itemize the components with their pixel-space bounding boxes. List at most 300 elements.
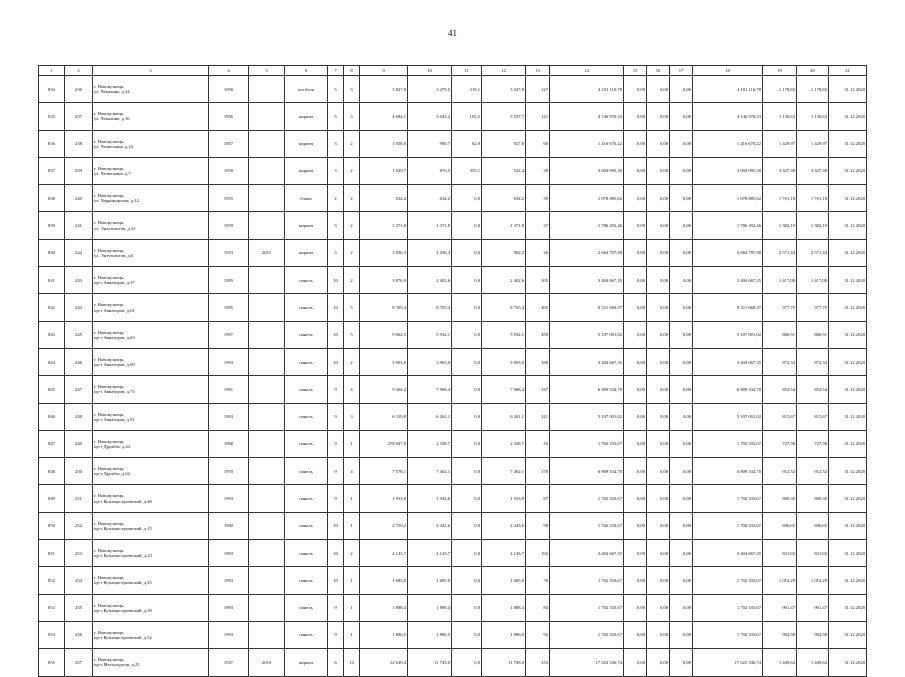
cell-a10: 5 932,1 xyxy=(408,321,452,348)
cell-a9: 1 933,8 xyxy=(360,485,408,512)
cell-res: 121 xyxy=(526,103,550,130)
cell-a10: 8 705,4 xyxy=(408,294,452,321)
cell-a10: 1 036,3 xyxy=(408,239,452,266)
cell-id: 238 xyxy=(65,130,93,157)
cell-year2 xyxy=(249,403,285,430)
cell-date: 31.12.2020 xyxy=(829,621,867,648)
cell-wall: панель xyxy=(285,540,328,567)
cell-z3: 0,00 xyxy=(670,430,693,457)
cell-a11: 0,0 xyxy=(452,403,482,430)
cell-a9: 3 827,8 xyxy=(360,76,408,103)
cell-z1: 0,00 xyxy=(624,485,647,512)
cell-id: 239 xyxy=(65,157,93,184)
cell-z2: 0,00 xyxy=(647,430,670,457)
cell-n: 836 xyxy=(39,130,65,157)
cell-a9: 9 662,5 xyxy=(360,321,408,348)
address-cell xyxy=(93,485,209,512)
cell-a10: 2 443,6 xyxy=(408,512,452,539)
address-city: г. Новокузнецк, xyxy=(94,466,125,472)
column-header: 19 xyxy=(763,66,797,76)
cell-n: 847 xyxy=(39,430,65,457)
cell-u1: 912,52 xyxy=(763,458,797,485)
address-street: пр-т Авиаторов, д.63 xyxy=(94,334,135,340)
cell-z2: 0,00 xyxy=(647,512,670,539)
cell-a12: 2 338,7 xyxy=(482,430,526,457)
address-city: г. Новокузнецк, xyxy=(94,629,125,635)
cell-date: 31.12.2020 xyxy=(829,458,867,485)
cell-entr: 2 xyxy=(344,212,360,239)
cell-a12: 3 347,8 xyxy=(482,76,526,103)
address-cell xyxy=(93,430,209,457)
cell-u2: 3 427,38 xyxy=(797,157,829,184)
cell-id: 248 xyxy=(65,403,93,430)
cell-date: 31.12.2020 xyxy=(829,567,867,594)
cell-z3: 0,00 xyxy=(670,621,693,648)
cell-floors: 5 xyxy=(328,103,344,130)
cell-year2 xyxy=(249,185,285,212)
column-header: 2 xyxy=(65,66,93,76)
cell-year2 xyxy=(249,76,285,103)
cell-u2: 1 417,08 xyxy=(797,267,829,294)
cell-a9: 1 036,3 xyxy=(360,239,408,266)
table-row xyxy=(39,485,867,512)
cell-z1: 0,00 xyxy=(624,430,647,457)
cell-z1: 0,00 xyxy=(624,76,647,103)
address-street: пр-т Дружбы, д.44 xyxy=(94,444,130,449)
cell-n: 843 xyxy=(39,321,65,348)
column-header: 17 xyxy=(670,66,693,76)
cell-id: 242 xyxy=(65,239,93,266)
cell-floors: 10 xyxy=(328,267,344,294)
address-city: г. Новокузнецк, xyxy=(94,138,125,144)
cell-id: 246 xyxy=(65,348,93,375)
cell-a12: 927,8 xyxy=(482,130,526,157)
cell-u2: 1 010,29 xyxy=(797,567,829,594)
cell-a9: 1 888,4 xyxy=(360,594,408,621)
cell-u2: 821,65 xyxy=(797,540,829,567)
cell-z3: 0,00 xyxy=(670,376,693,403)
cell-wall: шл.блок xyxy=(285,76,328,103)
cell-id: 237 xyxy=(65,103,93,130)
table-header xyxy=(39,66,867,76)
cell-floors: 5 xyxy=(328,76,344,103)
address-city: г. Новокузнецк, xyxy=(94,275,125,281)
cell-year2 xyxy=(249,458,285,485)
address-street: ул. Энтузиастов, д.6 xyxy=(94,252,134,258)
cell-total: 1 078 885,62 xyxy=(550,185,624,212)
cell-total: 1 416 670,22 xyxy=(550,130,624,157)
column-header: 12 xyxy=(482,66,526,76)
cell-a11: 0,0 xyxy=(452,321,482,348)
cell-res: 39 xyxy=(526,185,550,212)
cell-u1: 901,47 xyxy=(763,594,797,621)
cell-wall: панель xyxy=(285,621,328,648)
cell-year2 xyxy=(249,512,285,539)
table-body xyxy=(39,76,867,677)
cell-res: 76 xyxy=(526,567,550,594)
cell-sum: 3 404 667,35 xyxy=(693,267,763,294)
cell-z3: 0,00 xyxy=(670,321,693,348)
cell-a9: 1 058,0 xyxy=(360,130,408,157)
column-header: 10 xyxy=(408,66,452,76)
cell-floors: 3 xyxy=(328,157,344,184)
column-header: 15 xyxy=(624,66,647,76)
cell-entr: 2 xyxy=(344,157,360,184)
address-street: пр-т Авиаторов, д.73 xyxy=(94,389,135,395)
cell-id: 236 xyxy=(65,76,93,103)
table-row xyxy=(39,458,867,485)
cell-floors: 10 xyxy=(328,567,344,594)
column-header: 14 xyxy=(550,66,624,76)
cell-u2: 854,54 xyxy=(797,376,829,403)
cell-u2: 1 701,18 xyxy=(797,185,829,212)
cell-n: 835 xyxy=(39,103,65,130)
cell-res: 87 xyxy=(526,485,550,512)
cell-z3: 0,00 xyxy=(670,540,693,567)
address-city: г. Новокузнецк, xyxy=(94,411,125,417)
cell-z3: 0,00 xyxy=(670,458,693,485)
cell-entr: 1 xyxy=(344,621,360,648)
table-row xyxy=(39,621,867,648)
cell-total: 1 702 333,67 xyxy=(550,512,624,539)
cell-u1: 1 302,19 xyxy=(763,212,797,239)
cell-total: 1 702 333,67 xyxy=(550,485,624,512)
cell-date: 31.12.2020 xyxy=(829,239,867,266)
cell-a11: 355,1 xyxy=(452,157,482,184)
data-table xyxy=(38,65,867,677)
cell-z1: 0,00 xyxy=(624,403,647,430)
column-header: 9 xyxy=(360,66,408,76)
cell-z2: 0,00 xyxy=(647,321,670,348)
address-city: г. Новокузнецк, xyxy=(94,575,125,581)
cell-a11: 0,0 xyxy=(452,212,482,239)
address-cell xyxy=(93,540,209,567)
cell-res: 26 xyxy=(526,239,550,266)
cell-a9: 278 637,0 xyxy=(360,430,408,457)
address-cell xyxy=(93,649,209,676)
cell-entr: 1 xyxy=(344,594,360,621)
cell-z2: 0,00 xyxy=(647,103,670,130)
table-row xyxy=(39,512,867,539)
cell-id: 243 xyxy=(65,267,93,294)
cell-n: 837 xyxy=(39,157,65,184)
cell-date: 31.12.2020 xyxy=(829,348,867,375)
cell-z3: 0,00 xyxy=(670,267,693,294)
cell-sum: 4 146 976,33 xyxy=(693,103,763,130)
table-row xyxy=(39,348,867,375)
address-city: г. Новокузнецк, xyxy=(94,247,125,253)
cell-z3: 0,00 xyxy=(670,157,693,184)
cell-z3: 0,00 xyxy=(670,185,693,212)
cell-a9: 9 304,2 xyxy=(360,376,408,403)
cell-floors: 2 xyxy=(328,185,344,212)
cell-year: 1993 xyxy=(209,348,249,375)
cell-total: 1 786 292,46 xyxy=(550,212,624,239)
cell-year: 1995 xyxy=(209,294,249,321)
cell-u1: 3 427,38 xyxy=(763,157,797,184)
cell-z2: 0,00 xyxy=(647,485,670,512)
table-row xyxy=(39,321,867,348)
cell-a12: 5 932,1 xyxy=(482,321,526,348)
address-city: г. Новокузнецк, xyxy=(94,111,125,117)
cell-a12: 6 261,1 xyxy=(482,403,526,430)
address-city: г. Новокузнецк, xyxy=(94,438,125,444)
cell-n: 842 xyxy=(39,294,65,321)
cell-a10: 11 743,0 xyxy=(408,649,452,676)
cell-a11: 0,0 xyxy=(452,267,482,294)
cell-z2: 0,00 xyxy=(647,157,670,184)
address-city: г. Новокузнецк, xyxy=(94,165,125,171)
cell-entr: 2 xyxy=(344,239,360,266)
table-row xyxy=(39,212,867,239)
cell-z1: 0,00 xyxy=(624,458,647,485)
cell-z2: 0,00 xyxy=(647,403,670,430)
cell-year2 xyxy=(249,103,285,130)
address-cell xyxy=(93,239,209,266)
cell-date: 31.12.2020 xyxy=(829,540,867,567)
cell-a10: 990,7 xyxy=(408,130,452,157)
cell-z1: 0,00 xyxy=(624,567,647,594)
cell-u1: 1 136,63 xyxy=(763,103,797,130)
cell-total: 1 702 333,67 xyxy=(550,567,624,594)
cell-year2 xyxy=(249,348,285,375)
table-row xyxy=(39,403,867,430)
cell-sum: 6 809 334,70 xyxy=(693,376,763,403)
cell-year: 1995 xyxy=(209,267,249,294)
cell-year: 1955 xyxy=(209,185,249,212)
cell-a12: 1 886,5 xyxy=(482,621,526,648)
address-cell xyxy=(93,157,209,184)
cell-res: 321 xyxy=(526,403,550,430)
cell-z3: 0,00 xyxy=(670,130,693,157)
column-header: 13 xyxy=(526,66,550,76)
cell-u2: 2 571,44 xyxy=(797,239,829,266)
address-street: пр-т Кузнецкстроевский, д.50 xyxy=(94,607,152,613)
cell-a11: 119,1 xyxy=(452,76,482,103)
cell-z1: 0,00 xyxy=(624,540,647,567)
cell-sum: 5 107 001,02 xyxy=(693,321,763,348)
cell-sum: 1 702 333,67 xyxy=(693,567,763,594)
cell-floors: 3 xyxy=(328,130,344,157)
cell-a12: 1 933,8 xyxy=(482,485,526,512)
column-header: 5 xyxy=(249,66,285,76)
cell-n: 853 xyxy=(39,594,65,621)
address-cell xyxy=(93,212,209,239)
cell-u2: 1 136,63 xyxy=(797,103,829,130)
cell-z1: 0,00 xyxy=(624,376,647,403)
cell-a11: 0,0 xyxy=(452,185,482,212)
cell-wall: панель xyxy=(285,294,328,321)
cell-a10: 1 886,5 xyxy=(408,621,452,648)
cell-a11: 0,0 xyxy=(452,567,482,594)
address-street: пр-т Кузнецкстроевский, д.23 xyxy=(94,553,152,559)
cell-wall: панель xyxy=(285,594,328,621)
cell-u2: 860,91 xyxy=(797,321,829,348)
column-header: 3 xyxy=(93,66,209,76)
cell-total: 17 023 336,74 xyxy=(550,649,624,676)
table-row xyxy=(39,130,867,157)
cell-res: 192 xyxy=(526,540,550,567)
cell-u2: 880,30 xyxy=(797,485,829,512)
cell-a10: 7 968,4 xyxy=(408,376,452,403)
cell-id: 254 xyxy=(65,567,93,594)
cell-floors: 9 xyxy=(328,376,344,403)
cell-date: 31.12.2020 xyxy=(829,512,867,539)
cell-a9: 1 371,8 xyxy=(360,212,408,239)
cell-id: 247 xyxy=(65,376,93,403)
cell-a9: 8 705,4 xyxy=(360,294,408,321)
cell-year: 1993 xyxy=(209,485,249,512)
cell-u1: 902,38 xyxy=(763,621,797,648)
cell-a10: 1 933,6 xyxy=(408,485,452,512)
cell-entr: 2 xyxy=(344,348,360,375)
cell-wall: кирпич xyxy=(285,157,328,184)
cell-z2: 0,00 xyxy=(647,76,670,103)
table-row xyxy=(39,294,867,321)
cell-year: 1956 xyxy=(209,76,249,103)
cell-n: 850 xyxy=(39,512,65,539)
address-street: ул. Чекалина, д.16 xyxy=(94,116,130,122)
column-header: 11 xyxy=(452,66,482,76)
cell-a9: 1 886,5 xyxy=(360,621,408,648)
cell-n: 849 xyxy=(39,485,65,512)
cell-sum: 1 416 670,22 xyxy=(693,130,763,157)
cell-u2: 977,75 xyxy=(797,294,829,321)
cell-total: 3 404 667,35 xyxy=(550,540,624,567)
address-street: пр-т Кузнецкстроевский, д.15 xyxy=(94,525,152,531)
cell-u1: 860,91 xyxy=(763,321,797,348)
cell-total: 1 702 333,67 xyxy=(550,594,624,621)
cell-sum: 2 664 787,88 xyxy=(693,239,763,266)
address-street: пр-т Дружбы, д.62 xyxy=(94,471,130,477)
cell-entr: 5 xyxy=(344,294,360,321)
column-header: 21 xyxy=(829,66,867,76)
cell-year2 xyxy=(249,376,285,403)
address-street: ул. Чекалина, д.14 xyxy=(94,89,130,95)
cell-a11: 0,0 xyxy=(452,540,482,567)
cell-res: 92 xyxy=(526,621,550,648)
cell-floors: 6 xyxy=(328,649,344,676)
cell-a12: 1 685,0 xyxy=(482,567,526,594)
cell-z1: 0,00 xyxy=(624,185,647,212)
cell-z1: 0,00 xyxy=(624,239,647,266)
cell-res: 60 xyxy=(526,130,550,157)
address-cell xyxy=(93,267,209,294)
cell-floors: 9 xyxy=(328,485,344,512)
cell-res: 105 xyxy=(526,267,550,294)
cell-z1: 0,00 xyxy=(624,130,647,157)
cell-u2: 902,38 xyxy=(797,621,829,648)
cell-n: 846 xyxy=(39,403,65,430)
cell-floors: 10 xyxy=(328,321,344,348)
page-number: 41 xyxy=(448,28,457,38)
address-street: пр-т Авиаторов, д.61 xyxy=(94,307,135,313)
cell-wall: панель xyxy=(285,321,328,348)
address-city: г. Новокузнецк, xyxy=(94,520,125,526)
cell-id: 241 xyxy=(65,212,93,239)
cell-date: 31.12.2020 xyxy=(829,430,867,457)
cell-a9: 634,2 xyxy=(360,185,408,212)
cell-z2: 0,00 xyxy=(647,212,670,239)
cell-z1: 0,00 xyxy=(624,594,647,621)
cell-year: 1992 xyxy=(209,512,249,539)
cell-id: 253 xyxy=(65,540,93,567)
cell-a10: 4 143,7 xyxy=(408,540,452,567)
cell-u1: 815,67 xyxy=(763,403,797,430)
cell-a10: 3 903,0 xyxy=(408,348,452,375)
cell-a9: 6 319,8 xyxy=(360,403,408,430)
cell-year2 xyxy=(249,157,285,184)
cell-res: 84 xyxy=(526,594,550,621)
cell-z2: 0,00 xyxy=(647,540,670,567)
cell-year: 1993 xyxy=(209,621,249,648)
cell-a12: 1 888,4 xyxy=(482,594,526,621)
cell-n: 840 xyxy=(39,239,65,266)
cell-a10: 634,2 xyxy=(408,185,452,212)
cell-year2 xyxy=(249,321,285,348)
cell-entr: 2 xyxy=(344,267,360,294)
cell-a11: 0,0 xyxy=(452,430,482,457)
cell-sum: 1 702 333,67 xyxy=(693,621,763,648)
cell-a12: 11 743,0 xyxy=(482,649,526,676)
cell-z2: 0,00 xyxy=(647,594,670,621)
cell-z3: 0,00 xyxy=(670,594,693,621)
cell-floors: 9 xyxy=(328,594,344,621)
cell-id: 256 xyxy=(65,621,93,648)
cell-z3: 0,00 xyxy=(670,294,693,321)
cell-entr: 4 xyxy=(344,458,360,485)
address-street: пр-т Авиаторов, д.69 xyxy=(94,362,135,368)
cell-a12: 902,2 xyxy=(482,239,526,266)
cell-total: 5 107 001,02 xyxy=(550,403,624,430)
cell-a9: 7 578,1 xyxy=(360,458,408,485)
cell-year2 xyxy=(249,594,285,621)
cell-u1: 1 701,18 xyxy=(763,185,797,212)
cell-z3: 0,00 xyxy=(670,649,693,676)
address-city: г. Новокузнецк, xyxy=(94,602,125,608)
cell-z2: 0,00 xyxy=(647,348,670,375)
cell-u2: 815,67 xyxy=(797,403,829,430)
cell-n: 844 xyxy=(39,348,65,375)
cell-z2: 0,00 xyxy=(647,294,670,321)
cell-wall: кирпич xyxy=(285,130,328,157)
cell-total: 1 702 333,67 xyxy=(550,621,624,648)
cell-res: 37 xyxy=(526,212,550,239)
cell-z1: 0,00 xyxy=(624,212,647,239)
address-street: пр-т Авиаторов, д.37 xyxy=(94,280,135,286)
cell-a11: 0,0 xyxy=(452,376,482,403)
cell-wall: кирпич xyxy=(285,103,328,130)
cell-u1: 696,65 xyxy=(763,512,797,539)
cell-year: 1991 xyxy=(209,376,249,403)
cell-n: 854 xyxy=(39,621,65,648)
cell-date: 31.12.2020 xyxy=(829,485,867,512)
cell-u2: 1 302,19 xyxy=(797,212,829,239)
cell-entr: 1 xyxy=(344,485,360,512)
cell-date: 31.12.2020 xyxy=(829,103,867,130)
cell-date: 31.12.2020 xyxy=(829,130,867,157)
cell-a12: 2 402,6 xyxy=(482,267,526,294)
cell-year: 1993 xyxy=(209,594,249,621)
cell-a9: 1 685,0 xyxy=(360,567,408,594)
cell-a9: 3 903,0 xyxy=(360,348,408,375)
cell-z1: 0,00 xyxy=(624,157,647,184)
cell-entr: 2 xyxy=(344,540,360,567)
cell-entr: 5 xyxy=(344,321,360,348)
cell-z3: 0,00 xyxy=(670,512,693,539)
cell-wall: кирпич xyxy=(285,649,328,676)
cell-wall: панель xyxy=(285,403,328,430)
